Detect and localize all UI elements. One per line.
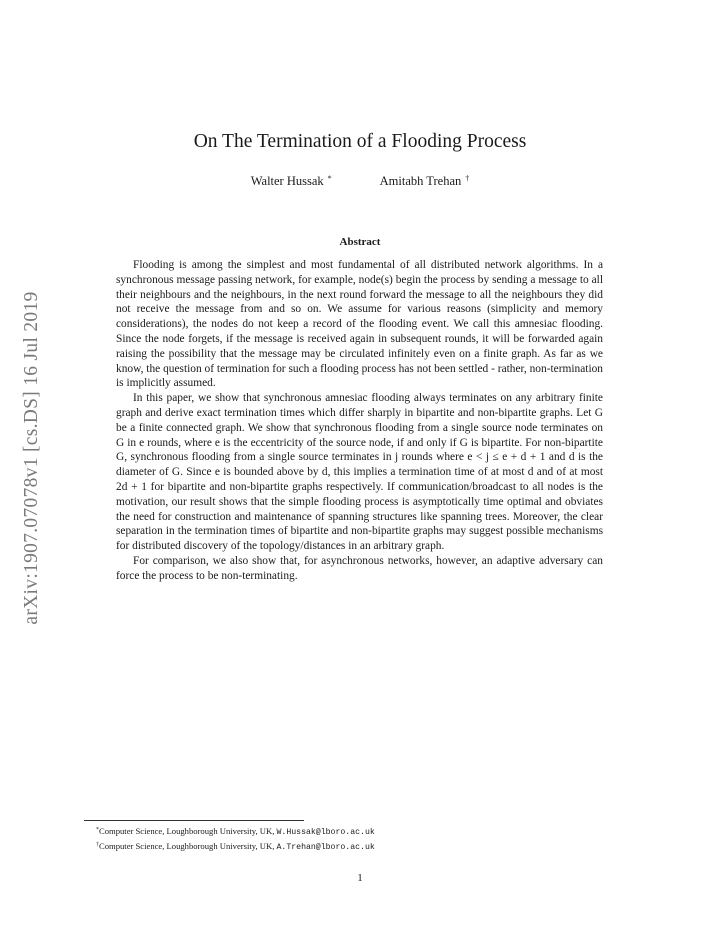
abstract-paragraph: For comparison, we also show that, for asynchronous networks, however, an adaptive adversary can force the process to be non-terminating. bbox=[116, 554, 603, 582]
author-list bbox=[0, 174, 720, 189]
footnote bbox=[96, 840, 616, 855]
paper-title: On The Termination of a Flooding Process bbox=[193, 131, 527, 152]
footnote-rule bbox=[84, 820, 304, 821]
author-1 bbox=[251, 174, 332, 189]
abstract-heading: Abstract bbox=[339, 236, 381, 248]
footnote-text: Computer Science, Loughborough University, UK, bbox=[99, 826, 277, 836]
author-name: Walter Hussak bbox=[250, 174, 324, 188]
author-mark: * bbox=[327, 174, 332, 183]
abstract-paragraph: Flooding is among the simplest and most fundamental of all distributed network algorithms. In a synchronous message passing network, for example, node(s) begin the process by sending a message to all their neighbours and the neighbours, in the next round forward the message to all the neighbours they did not receive the message from and so on. We assume for various reasons (simplicity and memory considerations), the nodes do not keep a record of the flooding event. We call this amnesiac flooding. Since the node forgets, if the message is received again in subsequent rounds, it will be forwarded again raising the possibility that the message may be circulated infinitely even on a finite graph. As far as we know, the question of termination for such a flooding process has not been settled - rather, non-termination is implicitly assumed. bbox=[116, 259, 603, 390]
author-2 bbox=[380, 174, 470, 189]
footnotes bbox=[96, 825, 616, 854]
footnote-mark: † bbox=[96, 841, 99, 848]
author-mark: † bbox=[465, 174, 470, 183]
page-number: 1 bbox=[357, 872, 363, 884]
footnote-email[interactable]: W.Hussak@lboro.ac.uk bbox=[276, 828, 375, 837]
abstract-body bbox=[116, 258, 603, 584]
arxiv-identifier: arXiv:1907.07078v1 [cs.DS] 16 Jul 2019 bbox=[21, 291, 42, 625]
footnote-text: Computer Science, Loughborough University, UK, bbox=[99, 840, 277, 851]
footnote bbox=[96, 825, 616, 840]
footnote-email[interactable]: A.Trehan@lboro.ac.uk bbox=[276, 842, 375, 852]
author-name: Amitabh Trehan bbox=[379, 174, 462, 188]
footnote-mark: * bbox=[96, 827, 99, 833]
abstract-paragraph: In this paper, we show that synchronous amnesiac flooding always terminates on any arbitrary finite graph and derive exact termination times which differ sharply in bipartite and non-bipartite graphs. Let G be a finite connected graph. We show that synchronous flooding from a single source node terminates on G in e rounds, where e is the eccentricity of the source node, if and only if G is bipartite. For non-bipartite G, synchronous flooding from a single source terminates in j rounds where e < j ≤ e + d + 1 and d is the diameter of G. Since e is bounded above by d, this implies a termination time of at most d and of at most 2d + 1 for bipartite and non-bipartite graphs respectively. If communication/broadcast to all nodes is the motivation, our result shows that the simple flooding process is asymptotically time optimal and obviates the need for construction and maintenance of spanning structures like spanning trees. Moreover, the clear separation in the termination times of bipartite and non-bipartite graphs may suggest possible mechanisms for distributed discovery of the topology/distances in an arbitrary graph. bbox=[116, 392, 603, 553]
